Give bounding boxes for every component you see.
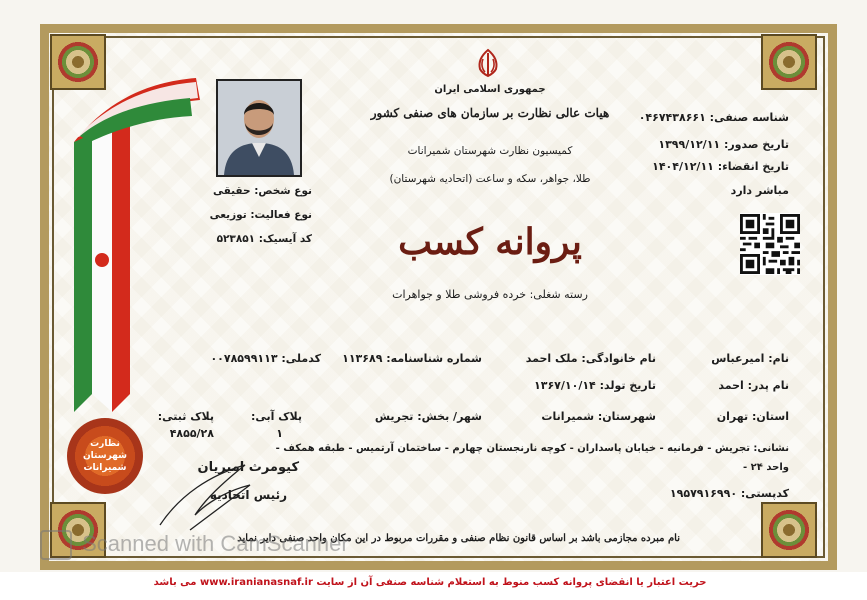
occupation: رسته شغلی: خرده فروشی طلا و جواهرات [392, 288, 588, 301]
person-type: نوع شخص: حقیقی [212, 185, 312, 197]
scanner-watermark [40, 530, 500, 560]
water-plaque-value: ۱ [276, 427, 283, 440]
flag-ribbon-icon [66, 72, 206, 424]
address-line-2: واحد ۲۴ - [743, 462, 789, 473]
corner-ornament [761, 34, 817, 90]
registration-plaque-label: پلاک ثبتی: [157, 410, 214, 423]
postal-code: کدپستی: ۱۹۵۷۹۱۶۹۹۰ [669, 487, 789, 500]
union-name: طلا، جواهر، سکه و ساعت (اتحادیه شهرستان) [389, 173, 591, 185]
republic-name: جمهوری اسلامی ایران [434, 84, 546, 95]
validity-note: حریت اعتبار یا انقضای پروانه کسب منوط به استعلام شناسه صنفی آن از سایت www.iranianasnaf.ir می باشد [153, 577, 707, 588]
legal-note: نام مبرده مجازمی باشد بر اساس قانون نظام صنفی و مقررات مربوط در این مکان واحد صنفی دایر نماید [237, 533, 680, 544]
commission-name: کمیسیون نظارت شهرستان شمیرانات [407, 145, 573, 157]
guild-id: شناسه صنفی: ۰۴۶۷۴۳۸۶۶۱ [638, 111, 789, 124]
family-name: نام خانوادگی: ملک احمد [525, 352, 656, 365]
iran-emblem-icon [472, 47, 504, 79]
city: شهر/ بخش: تجریش [374, 410, 482, 423]
holder-photo [216, 79, 302, 177]
camscanner-icon [40, 530, 72, 560]
county: شهرستان: شمیرانات [541, 410, 656, 423]
council-name: ﻫﯿﺎﺕ ﻋﺎﻟﯽ ﻧﻈﺎﺭﺕ ﺑﺮ ﺳﺎﺯﻣﺎﻥ ﻫﺎﯼ ﺻﻨﻔﯽ ﮐﺸﻮﺭ [370, 106, 610, 120]
water-plaque-label: پلاک آبی: [250, 410, 302, 423]
person-portrait-icon [218, 81, 300, 175]
isic-code: کد آیسیک: ۵۲۳۸۵۱ [216, 233, 312, 245]
national-code: کدملی: ۰۰۷۸۵۹۹۱۱۳ [210, 352, 321, 365]
issue-date: تاریخ صدور: ۱۳۹۹/۱۲/۱۱ [658, 138, 789, 151]
page-title: پروانه کسب [398, 221, 582, 263]
registration-plaque-value: ۴۸۵۵/۲۸ [169, 427, 214, 440]
qr-code-icon[interactable] [740, 213, 800, 275]
watermark-text: Scanned with CamScanner [82, 530, 349, 556]
signatory-role: رئیس اتحادیه [209, 488, 287, 502]
signatory-name: کیومرث امیریان [197, 460, 299, 475]
first-name: نام: امیرعباس [711, 352, 789, 365]
province: استان: تهران [716, 410, 789, 423]
expiry-date: تاریخ انقضاء: ۱۴۰۴/۱۲/۱۱ [652, 160, 789, 173]
direct-note: مباشر دارد [730, 184, 789, 197]
id-number: شماره شناسنامه: ۱۱۳۶۸۹ [342, 352, 482, 365]
activity-type: نوع فعالیت: توزیعی [209, 209, 312, 221]
corner-ornament [761, 502, 817, 558]
signature-icon [150, 455, 260, 535]
address-line-1: نشانی: تجریش - فرمانیه - خیابان پاسداران - کوچه نارنجستان چهارم - ساختمان آرتمیس - طبقه همکف - [275, 443, 789, 454]
birth-date: تاریخ تولد: ۱۳۶۷/۱۰/۱۴ [534, 379, 656, 392]
union-seal: نظارت شهرستان شمیرانات [67, 418, 143, 494]
father-name: نام پدر: احمد [718, 379, 789, 392]
